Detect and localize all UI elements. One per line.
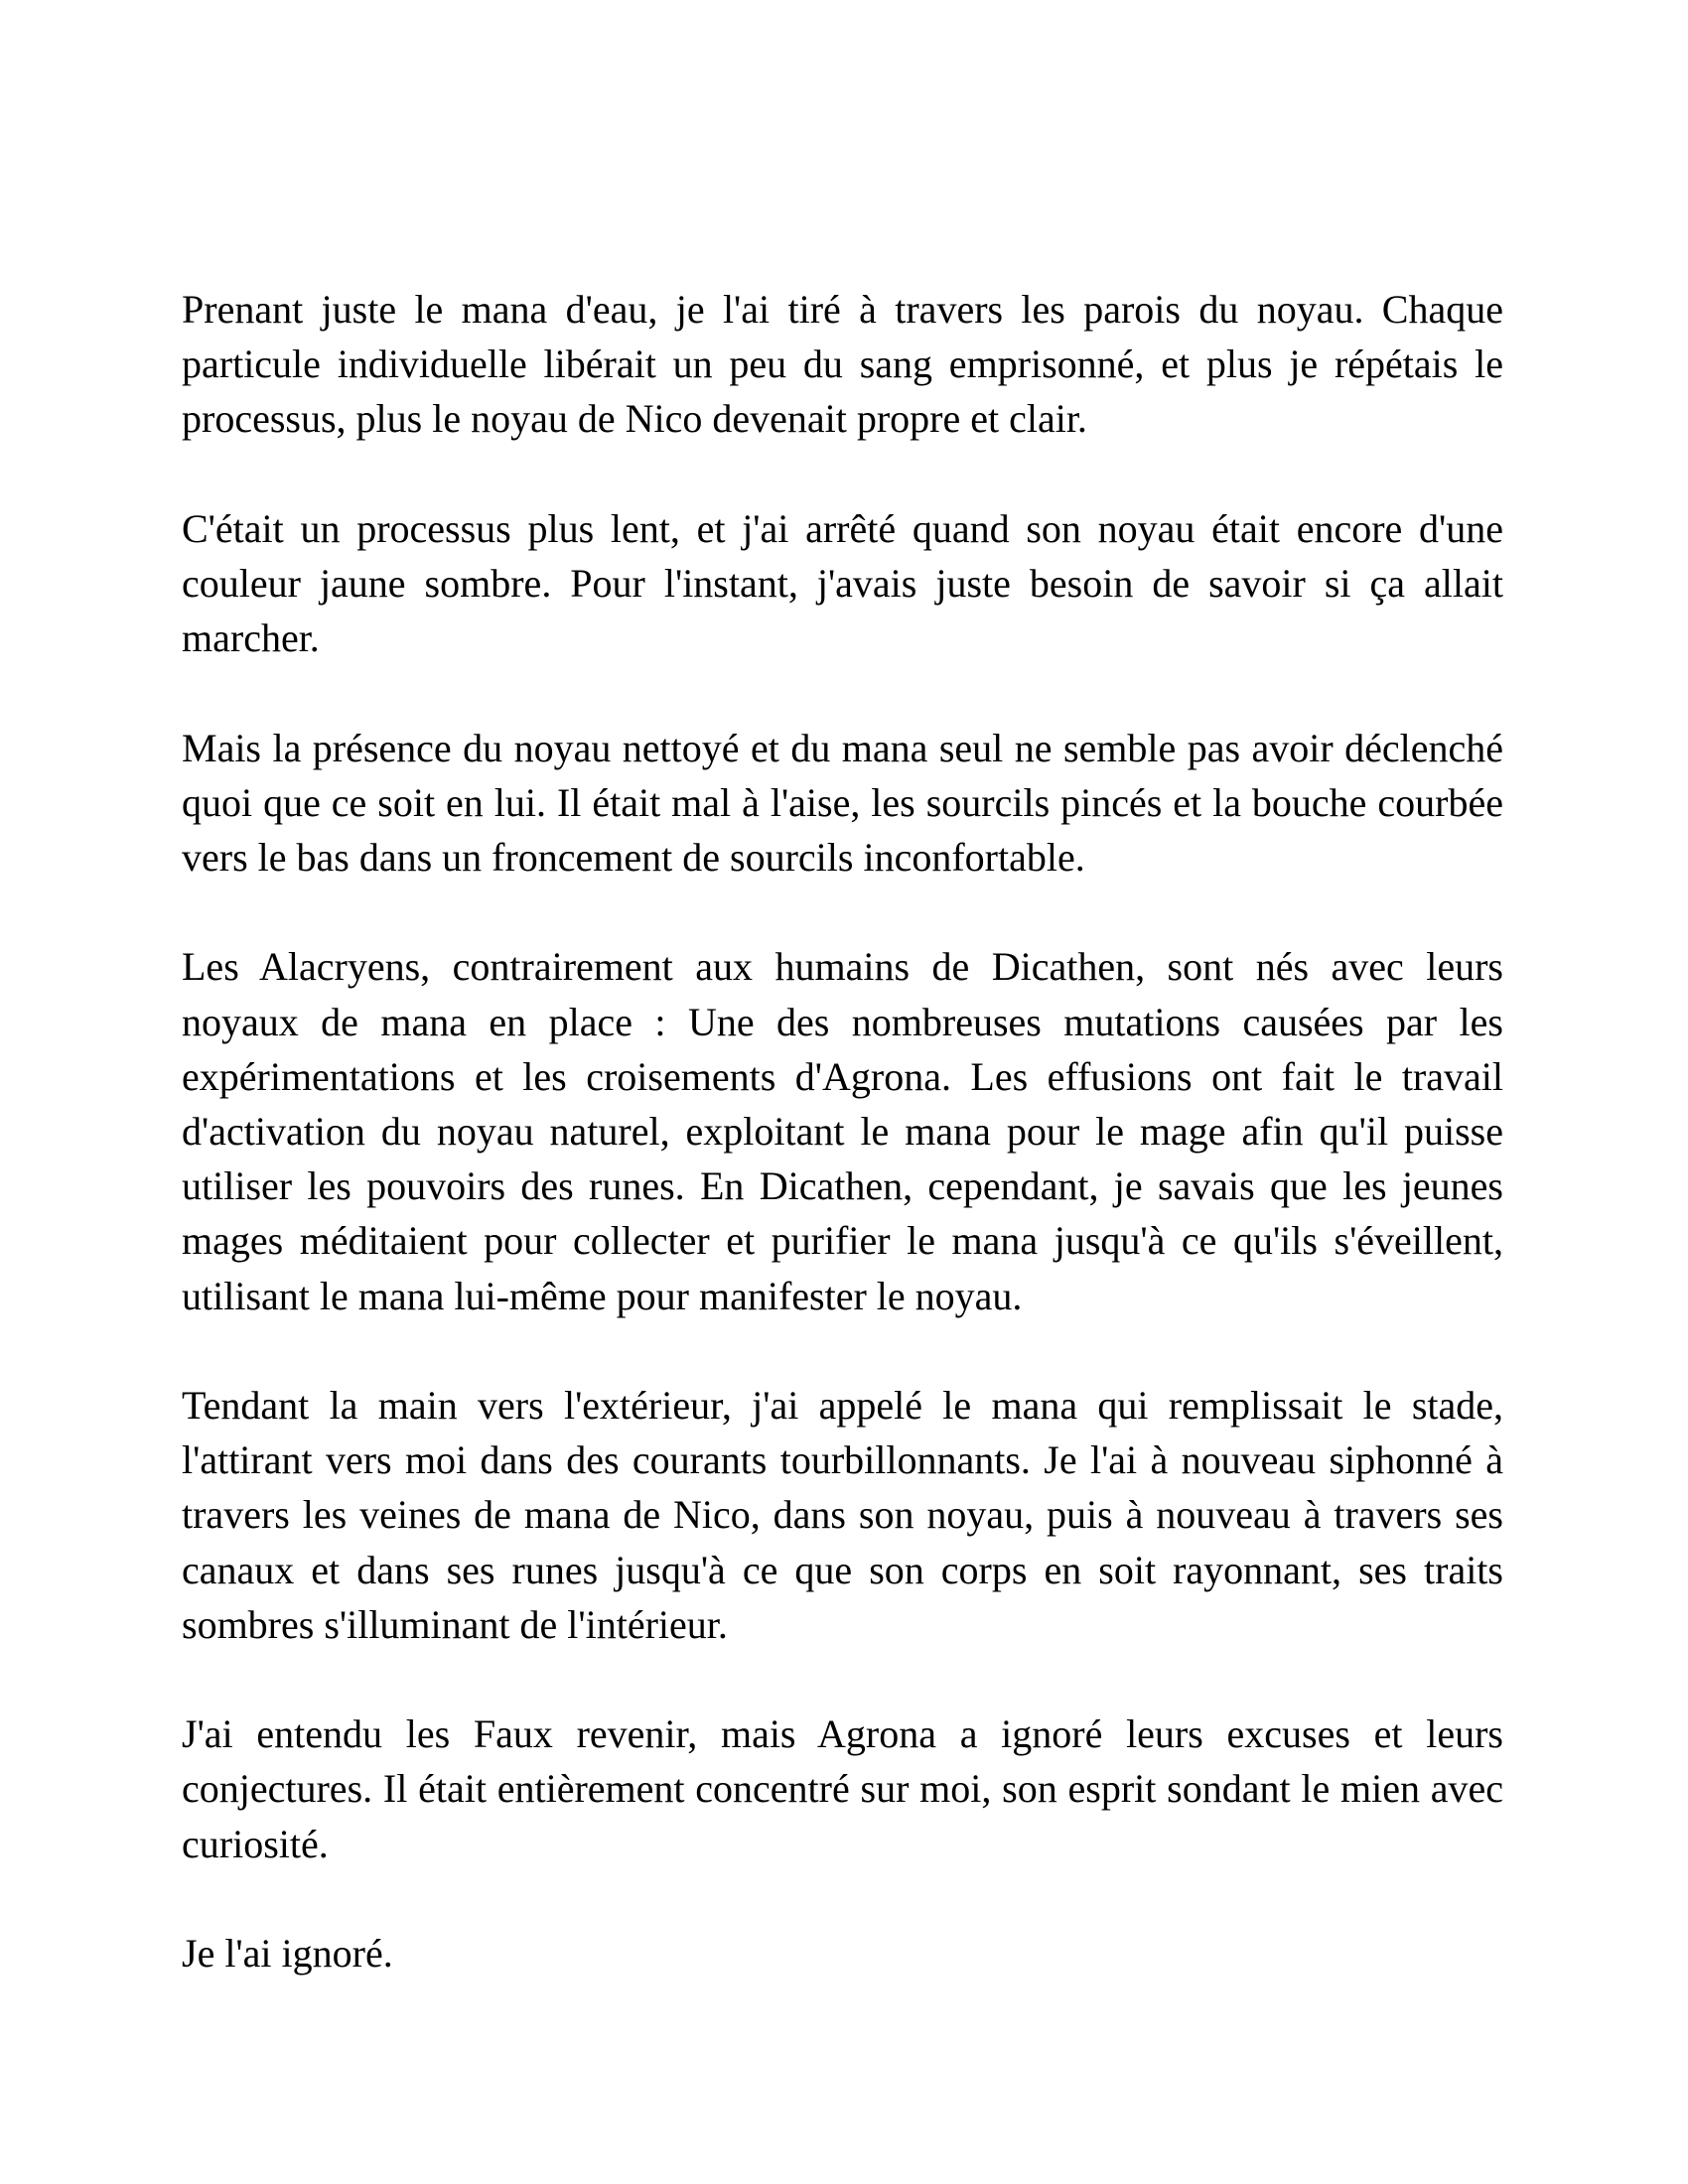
paragraph-4: Les Alacryens, contrairement aux humains de Dicathen, sont nés avec leurs noyaux de mana en place : Une des nombreuses mutations causées par les expérimentations et les croisements d'Agrona. Les effusions ont fait le travail d'activation du noyau naturel, exploitant le mana pour le mage afin qu'il puisse utiliser les pouvoirs des runes. En Dicathen, cependant, je savais que les jeunes mages méditaient pour collecter et purifier le mana jusqu'à ce qu'ils s'éveillent, utilisant le mana lui-même pour manifester le noyau. [182, 944, 1503, 1318]
paragraph-5: Tendant la main vers l'extérieur, j'ai appelé le mana qui remplissait le stade, l'attirant vers moi dans des courants tourbillonnants. Je l'ai à nouveau siphonné à travers les veines de mana de Nico, dans son noyau, puis à nouveau à travers ses canaux et dans ses runes jusqu'à ce que son corps en soit rayonnant, ses traits sombres s'illuminant de l'intérieur. [182, 1383, 1503, 1647]
paragraph-1: Prenant juste le mana d'eau, je l'ai tiré à travers les parois du noyau. Chaque particule individuelle libérait un peu du sang emprisonné, et plus je répétais le processus, plus le noyau de Nico devenait propre et clair. [182, 287, 1503, 442]
paragraph-7: Je l'ai ignoré. [182, 1931, 393, 1976]
paragraph-6: J'ai entendu les Faux revenir, mais Agrona a ignoré leurs excuses et leurs conjectures. Il était entièrement concentré sur moi, son esprit sondant le mien avec curiosité. [182, 1711, 1503, 1866]
paragraph-2: C'était un processus plus lent, et j'ai arrêté quand son noyau était encore d'une couleur jaune sombre. Pour l'instant, j'avais juste besoin de savoir si ça allait marcher. [182, 505, 1503, 661]
paragraph-3: Mais la présence du noyau nettoyé et du mana seul ne semble pas avoir déclenché quoi que ce soit en lui. Il était mal à l'aise, les sourcils pincés et la bouche courbée vers le bas dans un froncement de sourcils inconfortable. [182, 725, 1503, 880]
document-page [182, 282, 1503, 1980]
